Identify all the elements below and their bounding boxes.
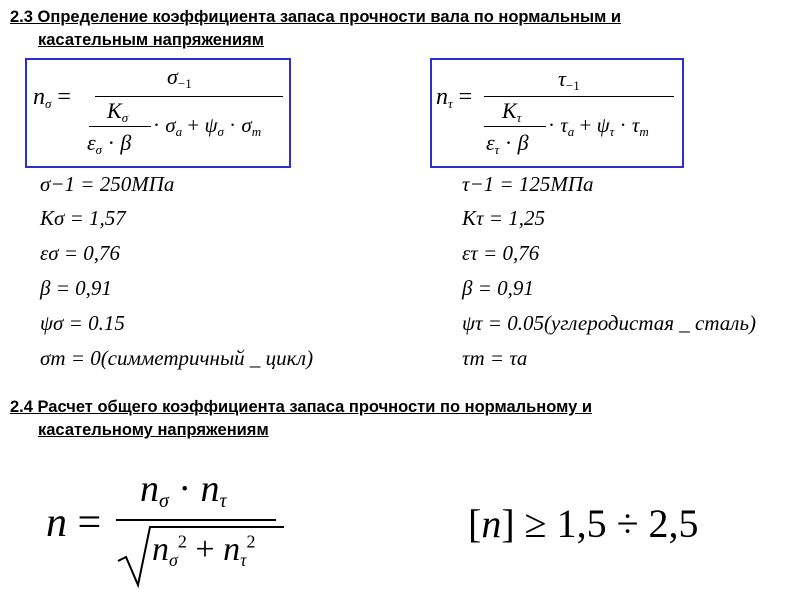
param-tau-m: τm = τa [462, 346, 528, 370]
param-tau-limit: τ−1 = 125МПа [462, 172, 594, 196]
section-2-4-line1: 2.4 Расчет общего коэффициента запаса прочности по нормальному и [10, 398, 593, 416]
formula-n-sigma-inner-den: $\varepsilon_\sigma \cdot \beta$ [87, 130, 132, 157]
formula-total-numerator: $n_\sigma \cdot n_\tau$ [140, 468, 227, 512]
param-psi-sigma: ψσ = 0.15 [40, 311, 125, 335]
formula-total [40, 465, 290, 590]
param-epsilon-tau: ετ = 0,76 [462, 241, 540, 265]
formula-n-tau-lhs: $n_\tau$ = [436, 84, 473, 111]
formula-n-sigma-lhs: $n_\sigma$ = [33, 84, 71, 111]
param-k-sigma: Kσ = 1,57 [40, 206, 126, 230]
formula-n-sigma-tail: · $\sigma_a + \psi_\sigma \cdot \sigma_m$ [153, 113, 262, 139]
param-sigma-limit: σ−1 = 250МПа [40, 172, 175, 196]
formula-n-sigma-numerator: $\sigma_{-1}$ [167, 64, 192, 91]
param-beta-sigma: β = 0,91 [40, 276, 112, 300]
param-beta-tau: β = 0,91 [462, 276, 534, 300]
formula-n-tau-inner-num: $K_\tau$ [502, 98, 522, 125]
section-2-3-line1: 2.3 Определение коэффициента запаса прочности вала по нормальным и [10, 8, 622, 26]
formula-limit: [n] ≥ 1,5 ÷ 2,5 [468, 501, 699, 546]
section-2-4-heading [10, 396, 780, 442]
formula-n-tau-box [430, 58, 684, 168]
formula-n-sigma-inner-line [89, 126, 151, 127]
formula-total-denominator: $n_\sigma^2 + n_\tau^2$ [152, 531, 256, 570]
param-epsilon-sigma: εσ = 0,76 [40, 241, 121, 265]
formula-n-tau-tail: · $\tau_a + \psi_\tau \cdot \tau_m$ [548, 113, 649, 139]
param-k-tau: Kτ = 1,25 [462, 206, 545, 230]
param-psi-tau: ψτ = 0.05(углеродистая _ сталь) [462, 311, 757, 335]
formula-n-sigma-box [25, 58, 291, 168]
section-2-4-line2: касательному напряжениям [38, 421, 269, 439]
formula-n-tau-inner-den: $\varepsilon_\tau \cdot \beta$ [486, 130, 529, 157]
section-2-3-heading [10, 6, 780, 52]
formula-total-lhs: n = [46, 500, 102, 546]
formula-n-tau-numerator: $\tau_{-1}$ [558, 66, 580, 93]
param-sigma-m: σm = 0(симметричный _ цикл) [40, 346, 314, 370]
section-2-3-line2: касательным напряжениям [38, 31, 264, 49]
formula-total-line [116, 519, 276, 521]
formula-n-tau-inner-line [484, 126, 546, 127]
formula-n-sigma-inner-num: $K_\sigma$ [107, 98, 129, 125]
